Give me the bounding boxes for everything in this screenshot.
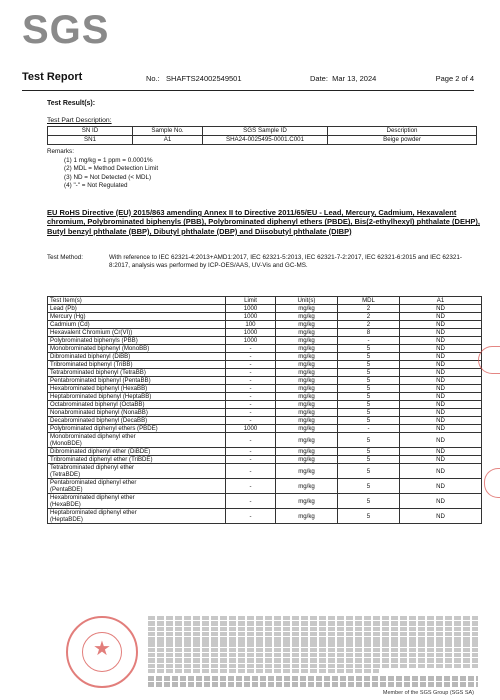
unit-cell: mg/kg: [276, 448, 338, 456]
result-cell: ND: [400, 409, 482, 417]
result-cell: ND: [400, 345, 482, 353]
test-method-label: Test Method:: [47, 254, 84, 261]
test-method: [47, 254, 482, 271]
result-row: [48, 401, 482, 409]
unit-cell: mg/kg: [276, 329, 338, 337]
mdl-cell: 5: [338, 345, 400, 353]
limit-cell: -: [226, 456, 276, 464]
mdl-cell: 5: [338, 494, 400, 509]
result-cell: ND: [400, 425, 482, 433]
result-cell: ND: [400, 401, 482, 409]
unit-cell: mg/kg: [276, 433, 338, 448]
result-cell: ND: [400, 494, 482, 509]
directive-heading: EU RoHS Directive (EU) 2015/863 amending Annex II to Directive 2011/65/EU - Lead, Mercury, Cadmium, Hexavalent chromium, Polybrominated biphenyls (PBB), Polybrominated diphenyl ethers (PBDE), Bis(2-ethylhexyl) phthalate (DEHP), Butyl benzyl phthalate (BBP), Dibutyl phthalate (DBP) and Diisobutyl phthalate (DIBP): [47, 208, 480, 236]
mdl-cell: 5: [338, 456, 400, 464]
unit-cell: mg/kg: [276, 353, 338, 361]
result-row: [48, 385, 482, 393]
test-item-cell: Octabrominated biphenyl (OctaBB): [48, 401, 226, 409]
unit-cell: mg/kg: [276, 425, 338, 433]
result-row: [48, 313, 482, 321]
result-cell: ND: [400, 329, 482, 337]
test-item-cell: Pentabrominated biphenyl (PentaBB): [48, 377, 226, 385]
result-row: [48, 305, 482, 313]
mdl-cell: 5: [338, 479, 400, 494]
remark-item: (2) MDL = Method Detection Limit: [64, 165, 159, 173]
result-cell: ND: [400, 377, 482, 385]
limit-cell: -: [226, 393, 276, 401]
result-cell: ND: [400, 369, 482, 377]
result-cell: ND: [400, 353, 482, 361]
sample-table-header: [48, 127, 477, 136]
company-address: [148, 676, 478, 688]
test-item-cell: Hexavalent Chromium (Cr(VI)): [48, 329, 226, 337]
unit-cell: mg/kg: [276, 401, 338, 409]
result-cell: ND: [400, 321, 482, 329]
test-item-cell: Tetrabrominated diphenyl ether (TetraBDE): [48, 464, 226, 479]
test-item-cell: Tribrominated biphenyl (TriBB): [48, 361, 226, 369]
result-row: [48, 464, 482, 479]
unit-cell: mg/kg: [276, 417, 338, 425]
col-a1: A1: [400, 297, 482, 305]
col-sn-id: SN ID: [48, 127, 133, 136]
test-item-cell: Lead (Pb): [48, 305, 226, 313]
test-method-text: With reference to IEC 62321-4:2013+AMD1:2017, IEC 62321-5:2013, IEC 62321-7-2:2017, IEC 62321-6:2015 and IEC 62321-8:2017, analysis was performed by ICP-OES/AAS, UV-Vis and GC-MS.: [109, 254, 463, 270]
limit-cell: -: [226, 409, 276, 417]
result-row: [48, 509, 482, 524]
limit-cell: -: [226, 377, 276, 385]
results-table: [47, 296, 482, 524]
limit-cell: 1000: [226, 425, 276, 433]
test-item-cell: Pentabrominated diphenyl ether (PentaBDE): [48, 479, 226, 494]
test-item-cell: Polybrominated diphenyl ethers (PBDE): [48, 425, 226, 433]
col-mdl: MDL: [338, 297, 400, 305]
result-row: [48, 417, 482, 425]
result-cell: ND: [400, 448, 482, 456]
unit-cell: mg/kg: [276, 361, 338, 369]
mdl-cell: 2: [338, 321, 400, 329]
limit-cell: -: [226, 509, 276, 524]
mdl-cell: 8: [338, 329, 400, 337]
limit-cell: -: [226, 479, 276, 494]
mdl-cell: 5: [338, 393, 400, 401]
test-item-cell: Mercury (Hg): [48, 313, 226, 321]
result-cell: ND: [400, 361, 482, 369]
unit-cell: mg/kg: [276, 321, 338, 329]
test-item-cell: Dibrominated diphenyl ether (DiBDE): [48, 448, 226, 456]
remark-item: (3) ND = Not Detected (< MDL): [64, 173, 152, 181]
result-cell: ND: [400, 479, 482, 494]
remark-item: (1) 1 mg/kg = 1 ppm = 0.0001%: [64, 156, 153, 164]
col-limit: Limit: [226, 297, 276, 305]
report-number: No.: SHAFTS24002549501: [146, 74, 242, 83]
test-item-cell: Decabrominated biphenyl (DecaBB): [48, 417, 226, 425]
unit-cell: mg/kg: [276, 305, 338, 313]
sample-cell: Beige powder: [328, 136, 477, 145]
sample-row: [48, 136, 477, 145]
result-row: [48, 433, 482, 448]
result-row: [48, 448, 482, 456]
seal-mark-top: [478, 346, 500, 374]
mdl-cell: 5: [338, 385, 400, 393]
result-cell: ND: [400, 433, 482, 448]
sample-cell: SHA24-0025495-0001.C001: [203, 136, 328, 145]
result-row: [48, 329, 482, 337]
page-number: Page 2 of 4: [435, 74, 474, 83]
test-item-cell: Monobrominated biphenyl (MonoBB): [48, 345, 226, 353]
limit-cell: -: [226, 385, 276, 393]
sample-cell: A1: [133, 136, 203, 145]
test-item-cell: Monobrominated diphenyl ether (MonoBDE): [48, 433, 226, 448]
mdl-cell: 5: [338, 417, 400, 425]
col-test-item: Test Item(s): [48, 297, 226, 305]
mdl-cell: 5: [338, 433, 400, 448]
col-description: Description: [328, 127, 477, 136]
result-row: [48, 377, 482, 385]
result-row: [48, 361, 482, 369]
result-row: [48, 494, 482, 509]
unit-cell: mg/kg: [276, 385, 338, 393]
sample-cell: SN1: [48, 136, 133, 145]
test-item-cell: Dibrominated biphenyl (DiBB): [48, 353, 226, 361]
result-cell: ND: [400, 337, 482, 345]
limit-cell: 1000: [226, 329, 276, 337]
col-sample-no: Sample No.: [133, 127, 203, 136]
sgs-logo: SGS: [22, 8, 110, 52]
limit-cell: -: [226, 345, 276, 353]
unit-cell: mg/kg: [276, 337, 338, 345]
test-item-cell: Hexabrominated diphenyl ether (HexaBDE): [48, 494, 226, 509]
limit-cell: 1000: [226, 337, 276, 345]
mdl-cell: 5: [338, 361, 400, 369]
mdl-cell: 2: [338, 313, 400, 321]
unit-cell: mg/kg: [276, 494, 338, 509]
official-stamp: [66, 616, 138, 688]
result-cell: ND: [400, 305, 482, 313]
unit-cell: mg/kg: [276, 393, 338, 401]
test-item-cell: Tetrabrominated biphenyl (TetraBB): [48, 369, 226, 377]
mdl-cell: 5: [338, 464, 400, 479]
result-row: [48, 409, 482, 417]
limit-cell: -: [226, 361, 276, 369]
unit-cell: mg/kg: [276, 456, 338, 464]
result-row: [48, 456, 482, 464]
unit-cell: mg/kg: [276, 377, 338, 385]
test-item-cell: Nonabrominated biphenyl (NonaBB): [48, 409, 226, 417]
limit-cell: -: [226, 494, 276, 509]
result-row: [48, 479, 482, 494]
star-icon: ★: [93, 638, 111, 660]
result-row: [48, 353, 482, 361]
remarks: [47, 148, 158, 191]
report-title: Test Report: [22, 71, 83, 83]
mdl-cell: -: [338, 425, 400, 433]
mdl-cell: -: [338, 337, 400, 345]
result-cell: ND: [400, 385, 482, 393]
limit-cell: -: [226, 417, 276, 425]
unit-cell: mg/kg: [276, 479, 338, 494]
mdl-cell: 5: [338, 448, 400, 456]
member-note: Member of the SGS Group (SGS SA): [382, 690, 474, 696]
result-row: [48, 321, 482, 329]
test-item-cell: Polybrominated biphenyls (PBB): [48, 337, 226, 345]
limit-cell: -: [226, 448, 276, 456]
limit-cell: 1000: [226, 305, 276, 313]
unit-cell: mg/kg: [276, 345, 338, 353]
mdl-cell: 5: [338, 353, 400, 361]
mdl-cell: 2: [338, 305, 400, 313]
result-cell: ND: [400, 464, 482, 479]
unit-cell: mg/kg: [276, 464, 338, 479]
col-sgs-sample-id: SGS Sample ID: [203, 127, 328, 136]
mdl-cell: 5: [338, 509, 400, 524]
result-cell: ND: [400, 313, 482, 321]
test-item-cell: Cadmium (Cd): [48, 321, 226, 329]
limit-cell: -: [226, 353, 276, 361]
part-description-heading: Test Part Description:: [47, 117, 112, 124]
test-item-cell: Heptabrominated diphenyl ether (HeptaBDE): [48, 509, 226, 524]
limit-cell: -: [226, 369, 276, 377]
unit-cell: mg/kg: [276, 509, 338, 524]
report-header: [22, 73, 474, 87]
results-table-header: [48, 297, 482, 305]
header-divider: [22, 90, 474, 91]
result-row: [48, 369, 482, 377]
mdl-cell: 5: [338, 377, 400, 385]
limit-cell: 100: [226, 321, 276, 329]
mdl-cell: 5: [338, 409, 400, 417]
result-cell: ND: [400, 393, 482, 401]
limit-cell: -: [226, 464, 276, 479]
test-item-cell: Hexabrominated biphenyl (HexaBB): [48, 385, 226, 393]
mdl-cell: 5: [338, 369, 400, 377]
limit-cell: -: [226, 433, 276, 448]
remarks-title: Remarks:: [47, 148, 74, 155]
result-row: [48, 393, 482, 401]
sample-table: [47, 126, 477, 145]
result-row: [48, 425, 482, 433]
test-item-cell: Tribrominated diphenyl ether (TriBDE): [48, 456, 226, 464]
unit-cell: mg/kg: [276, 369, 338, 377]
remark-item: (4) "-" = Not Regulated: [64, 182, 128, 190]
result-cell: ND: [400, 456, 482, 464]
results-heading: Test Result(s):: [47, 100, 96, 107]
col-units: Unit(s): [276, 297, 338, 305]
report-date: Date: Mar 13, 2024: [310, 74, 377, 83]
test-item-cell: Heptabrominated biphenyl (HeptaBB): [48, 393, 226, 401]
result-row: [48, 345, 482, 353]
unit-cell: mg/kg: [276, 313, 338, 321]
seal-mark-bottom: [484, 468, 500, 498]
limit-cell: -: [226, 401, 276, 409]
result-cell: ND: [400, 509, 482, 524]
unit-cell: mg/kg: [276, 409, 338, 417]
mdl-cell: 5: [338, 401, 400, 409]
terms-fine-print: [148, 616, 478, 674]
limit-cell: 1000: [226, 313, 276, 321]
result-cell: ND: [400, 417, 482, 425]
result-row: [48, 337, 482, 345]
